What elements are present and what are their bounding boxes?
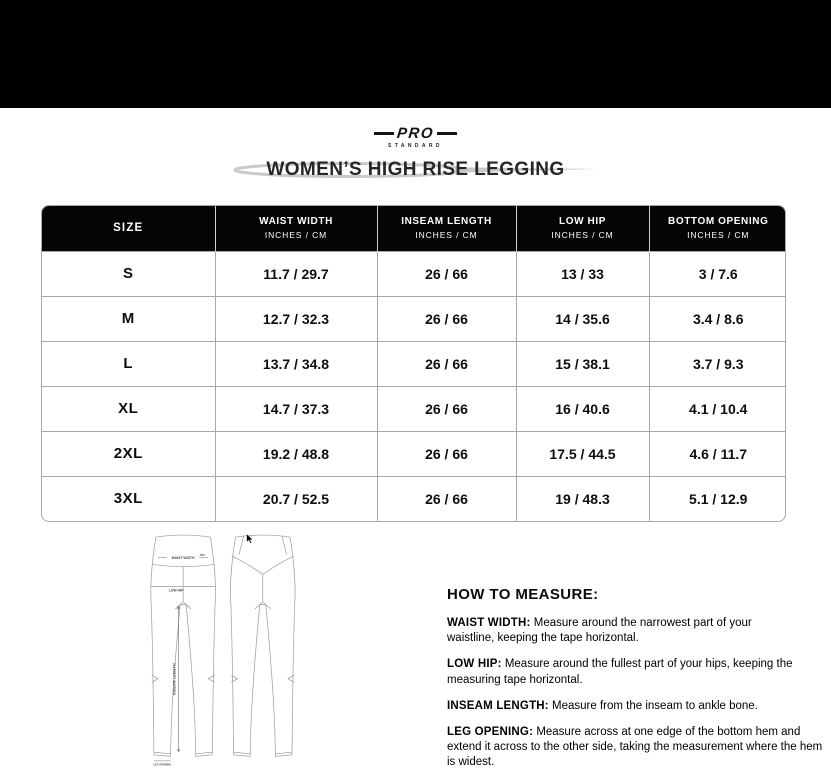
brand-logo	[0, 126, 831, 149]
bottom-opening-cell: 4.1 / 10.4	[649, 386, 786, 431]
low-hip-label: LOW HIP	[168, 588, 184, 593]
legging-back-view-drawing	[230, 535, 295, 756]
size-cell: S	[42, 251, 215, 296]
size-cell: XL	[42, 386, 215, 431]
sketch-logo-mark: PRO	[199, 554, 205, 557]
inseam-length-cell: 26 / 66	[377, 476, 516, 521]
low-hip-cell: 16 / 40.6	[516, 386, 649, 431]
low-hip-cell: 15 / 38.1	[516, 341, 649, 386]
inseam-length-cell: 26 / 66	[377, 251, 516, 296]
inseam-length-cell: 26 / 66	[377, 296, 516, 341]
size-cell: M	[42, 296, 215, 341]
inseam-length-label: INSEAM LENGTH	[172, 663, 177, 696]
waist-width-cell: 13.7 / 34.8	[215, 341, 377, 386]
low-hip-cell: 19 / 48.3	[516, 476, 649, 521]
logo-subtext: STANDARD	[388, 143, 443, 149]
inseam-length-cell: 26 / 66	[377, 341, 516, 386]
waist-width-label: WAIST WIDTH	[171, 556, 195, 561]
size-cell: L	[42, 341, 215, 386]
column-header-waist-width: WAIST WIDTH INCHES / CM	[215, 206, 377, 251]
low-hip-cell: 14 / 35.6	[516, 296, 649, 341]
low-hip-cell: 13 / 33	[516, 251, 649, 296]
legging-front-view-drawing	[151, 535, 216, 756]
size-cell: 3XL	[42, 476, 215, 521]
bottom-opening-cell: 3.7 / 9.3	[649, 341, 786, 386]
table-row	[42, 476, 786, 521]
legging-technical-sketch	[140, 528, 315, 780]
inseam-length-cell: 26 / 66	[377, 386, 516, 431]
waist-width-cell: 11.7 / 29.7	[215, 251, 377, 296]
size-chart-table	[41, 205, 786, 522]
column-header-low-hip: LOW HIP INCHES / CM	[516, 206, 649, 251]
table-row	[42, 341, 786, 386]
table-row	[42, 251, 786, 296]
inseam-length-cell: 26 / 66	[377, 431, 516, 476]
title-section	[0, 155, 831, 185]
column-header-size: SIZE	[42, 206, 215, 251]
table-row	[42, 431, 786, 476]
measure-instruction-leg-opening: LEG OPENING: Measure across at one edge of the bottom hem and extend it across to the other side, taking the measurement where the hem is widest.	[447, 725, 823, 769]
measure-instruction-low-hip: LOW HIP: Measure around the fullest part of your hips, keeping the measuring tape horizontal.	[447, 658, 793, 686]
page-title: WOMEN’S HIGH RISE LEGGING	[266, 159, 565, 180]
how-to-measure-section	[447, 586, 829, 770]
logo-wordmark: PRO	[396, 125, 435, 142]
waist-width-cell: 12.7 / 32.3	[215, 296, 377, 341]
measure-instruction-inseam-length: INSEAM LENGTH: Measure from the inseam to ankle bone.	[447, 699, 758, 712]
bottom-opening-cell: 4.6 / 11.7	[649, 431, 786, 476]
logo-right-line-icon	[437, 132, 457, 134]
bottom-opening-cell: 5.1 / 12.9	[649, 476, 786, 521]
column-header-inseam-length: INSEAM LENGTH INCHES / CM	[377, 206, 516, 251]
waist-width-cell: 14.7 / 37.3	[215, 386, 377, 431]
waist-width-cell: 20.7 / 52.5	[215, 476, 377, 521]
top-black-bar	[0, 0, 831, 108]
column-header-bottom-opening: BOTTOM OPENING INCHES / CM	[649, 206, 786, 251]
table-row	[42, 386, 786, 431]
table-row	[42, 296, 786, 341]
size-cell: 2XL	[42, 431, 215, 476]
bottom-opening-cell: 3.4 / 8.6	[649, 296, 786, 341]
leg-opening-label: LEG OPENING	[153, 763, 172, 767]
table-header-row	[42, 206, 786, 251]
logo-left-line-icon	[374, 132, 394, 134]
bottom-opening-cell: 3 / 7.6	[649, 251, 786, 296]
low-hip-cell: 17.5 / 44.5	[516, 431, 649, 476]
how-to-measure-title: HOW TO MEASURE:	[447, 586, 599, 603]
waist-width-cell: 19.2 / 48.8	[215, 431, 377, 476]
measure-instruction-waist-width: WAIST WIDTH: Measure around the narrowest part of your waistline, keeping the tape horizontal.	[447, 617, 752, 645]
